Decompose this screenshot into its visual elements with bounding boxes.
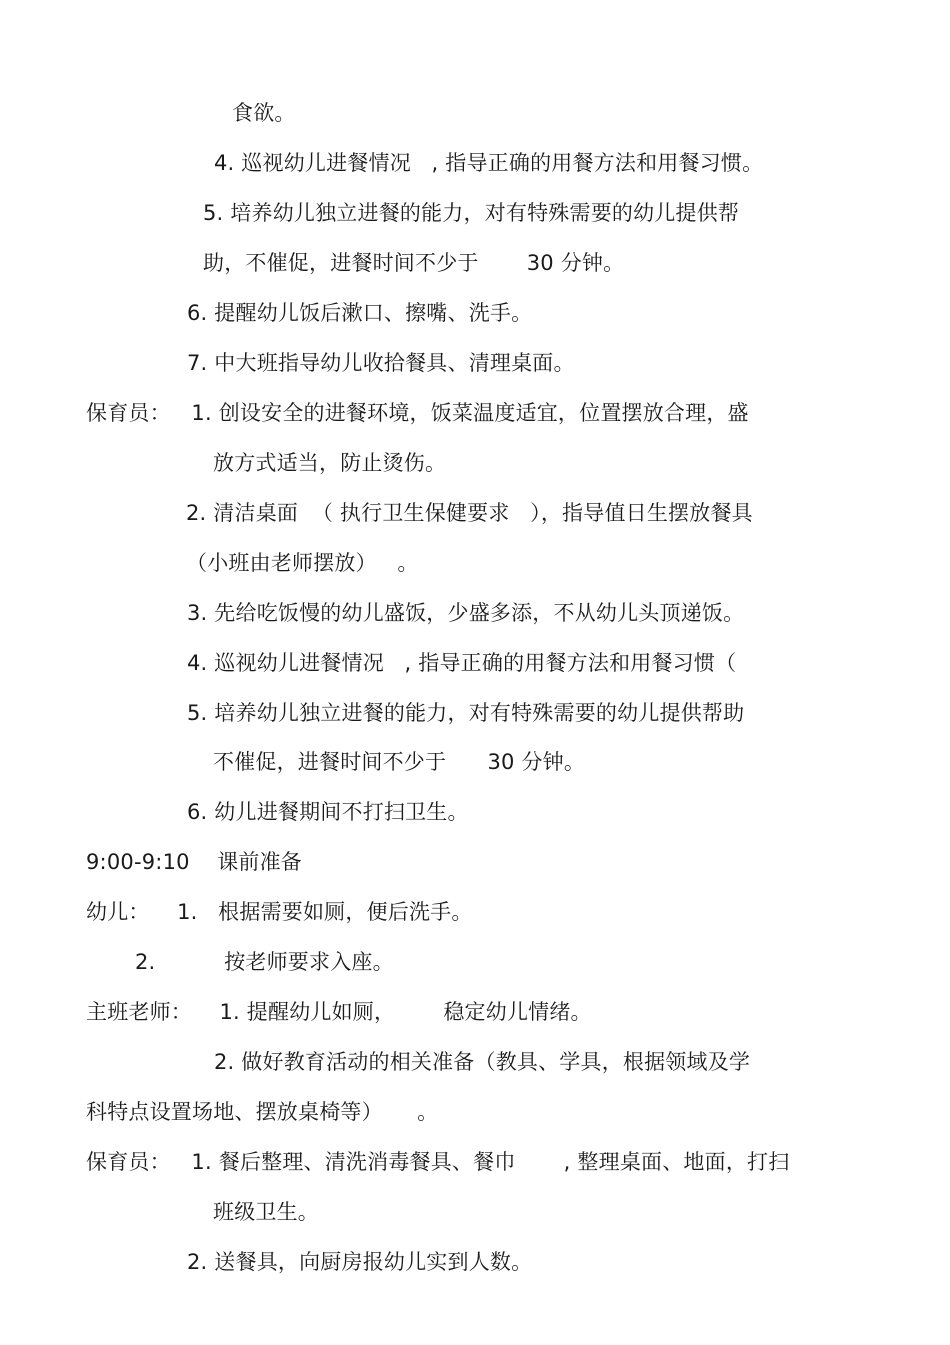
text-line: 2. 做好教育活动的相关准备（教具、学具，根据领域及学 [214, 1050, 751, 1074]
text-line: 助，不催促，进餐时间不少于 30 分钟。 [203, 251, 625, 275]
text-line: 不催促，进餐时间不少于 30 分钟。 [213, 750, 586, 774]
text-line: 食欲。 [232, 101, 296, 125]
text-line: 2. 清洁桌面 （ 执行卫生保健要求 ），指导值日生摆放餐具 [186, 501, 753, 525]
text-line: 放方式适当，防止烫伤。 [213, 451, 447, 475]
text-line: 幼儿： 1. 根据需要如厕，便后洗手。 [86, 900, 473, 924]
text-line: 5. 培养幼儿独立进餐的能力，对有特殊需要的幼儿提供帮助 [187, 701, 745, 725]
text-line: 主班老师： 1. 提醒幼儿如厕， 稳定幼儿情绪。 [86, 1000, 592, 1024]
text-line: 9:00-9:10 课前准备 [86, 850, 302, 874]
text-line: 2. 按老师要求入座。 [135, 950, 394, 974]
text-line: 6. 提醒幼儿饭后漱口、擦嘴、洗手。 [187, 301, 533, 325]
text-line: 保育员： 1. 餐后整理、清洗消毒餐具、餐巾 , 整理桌面、地面，打扫 [86, 1150, 790, 1174]
text-line: 2. 送餐具，向厨房报幼儿实到人数。 [187, 1250, 533, 1274]
text-line: 6. 幼儿进餐期间不打扫卫生。 [187, 800, 469, 824]
text-line: 科特点设置场地、摆放桌椅等） 。 [86, 1100, 439, 1124]
text-line: 4. 巡视幼儿进餐情况 , 指导正确的用餐方法和用餐习惯（ [187, 651, 737, 675]
text-line: 3. 先给吃饭慢的幼儿盛饭，少盛多添，不从幼儿头顶递饭。 [187, 601, 745, 625]
text-line: （小班由老师摆放） 。 [186, 551, 419, 575]
text-line: 5. 培养幼儿独立进餐的能力，对有特殊需要的幼儿提供帮 [203, 201, 740, 225]
text-line: 班级卫生。 [213, 1200, 319, 1224]
text-line: 7. 中大班指导幼儿收拾餐具、清理桌面。 [187, 351, 575, 375]
text-line: 4. 巡视幼儿进餐情况 , 指导正确的用餐方法和用餐习惯。 [214, 151, 764, 175]
text-line: 保育员： 1. 创设安全的进餐环境，饭菜温度适宜，位置摆放合理，盛 [86, 401, 749, 425]
